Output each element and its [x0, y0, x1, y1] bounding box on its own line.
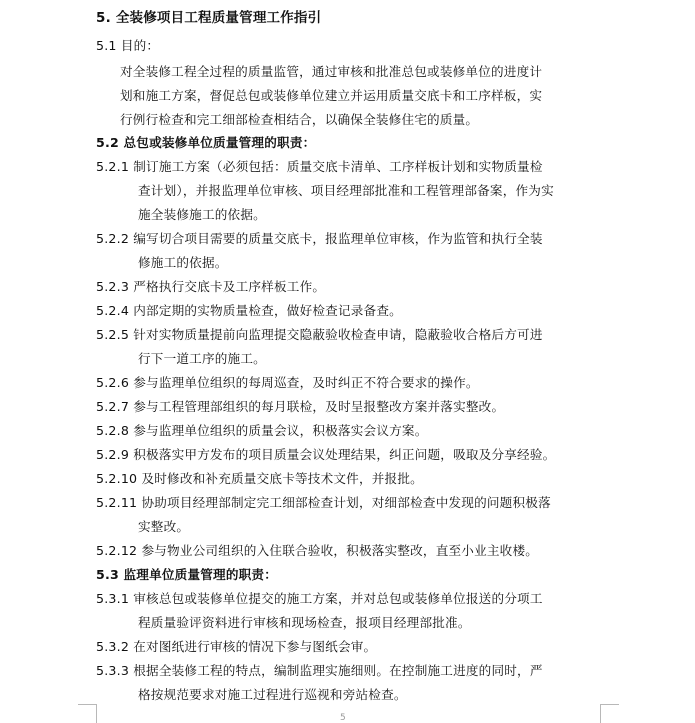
list-item-continuation: 修施工的依据。: [138, 255, 228, 270]
list-item: 5.2.5 针对实物质量提前向监理提交隐蔽验收检查申请，隐蔽验收合格后方可进: [96, 327, 543, 342]
list-item-continuation: 查计划），并报监理单位审核、项目经理部批准和工程管理部备案，作为实: [138, 183, 554, 198]
list-item: 5.2.11 协助项目经理部制定完工细部检查计划，对细部检查中发现的问题积极落: [96, 495, 551, 510]
subsection-heading: 5.2 总包或装修单位质量管理的职责：: [96, 135, 316, 150]
subsection-heading: 5.3 监理单位质量管理的职责：: [96, 567, 278, 582]
list-item: 5.3.1 审核总包或装修单位提交的施工方案，并对总包或装修单位报送的分项工: [96, 591, 543, 606]
list-item: 5.3.3 根据全装修工程的特点，编制监理实施细则。在控制施工进度的同时，严: [96, 663, 543, 678]
list-item: 5.2.7 参与工程管理部组织的每月联检，及时呈报整改方案并落实整改。: [96, 399, 505, 414]
crop-mark-bottom-right: [600, 704, 619, 723]
list-item: 5.2.10 及时修改和补充质量交底卡等技术文件，并报批。: [96, 471, 423, 486]
list-item-continuation: 实整改。: [138, 519, 190, 534]
list-item-continuation: 施全装修施工的依据。: [138, 207, 266, 222]
subsection-heading: 5.1 目的：: [96, 38, 160, 53]
list-item: 5.2.3 严格执行交底卡及工序样板工作。: [96, 279, 326, 294]
page-number: 5: [340, 713, 346, 723]
list-item: 5.2.8 参与监理单位组织的质量会议，积极落实会议方案。: [96, 423, 428, 438]
crop-mark-bottom-left: [78, 704, 97, 723]
list-item: 5.2.6 参与监理单位组织的每周巡查，及时纠正不符合要求的操作。: [96, 375, 479, 390]
list-item-continuation: 行下一道工序的施工。: [138, 351, 266, 366]
list-item-continuation: 程质量验评资料进行审核和现场检查，报项目经理部批准。: [138, 615, 471, 630]
list-item-continuation: 格按规范要求对施工过程进行巡视和旁站检查。: [138, 687, 407, 702]
list-item: 5.2.12 参与物业公司组织的入住联合验收，积极落实整改，直至小业主收楼。: [96, 543, 539, 558]
list-item: 5.2.1 制订施工方案（必须包括：质量交底卡清单、工序样板计划和实物质量检: [96, 159, 543, 174]
paragraph-line: 对全装修工程全过程的质量监管，通过审核和批准总包或装修单位的进度计: [120, 64, 543, 79]
paragraph-line: 行例行检查和完工细部检查相结合，以确保全装修住宅的质量。: [120, 112, 479, 127]
list-item: 5.2.2 编写切合项目需要的质量交底卡，报监理单位审核，作为监管和执行全装: [96, 231, 543, 246]
list-item: 5.2.9 积极落实甲方发布的项目质量会议处理结果，纠正问题，吸取及分享经验。: [96, 447, 556, 462]
list-item: 5.3.2 在对图纸进行审核的情况下参与图纸会审。: [96, 639, 377, 654]
list-item: 5.2.4 内部定期的实物质量检查，做好检查记录备查。: [96, 303, 402, 318]
section-heading: 5. 全装修项目工程质量管理工作指引: [96, 10, 322, 26]
paragraph-line: 划和施工方案，督促总包或装修单位建立并运用质量交底卡和工序样板，实: [120, 88, 543, 103]
